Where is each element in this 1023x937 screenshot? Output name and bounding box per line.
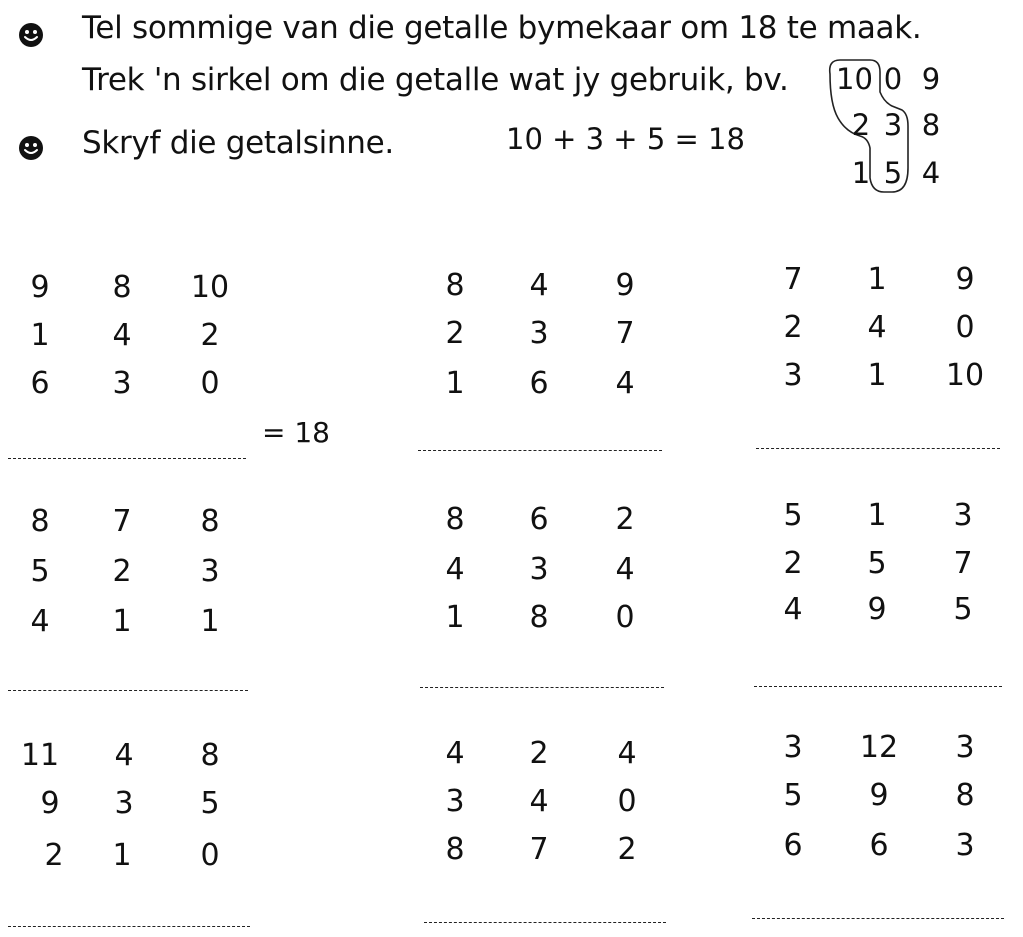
grid-number: 12 <box>859 730 899 765</box>
example-grid <box>826 52 952 198</box>
grid-number: 9 <box>867 592 887 627</box>
example-cell: 8 <box>921 108 941 142</box>
grid-number: 4 <box>114 738 134 773</box>
grid-number: 7 <box>529 832 549 867</box>
puzzle-grid <box>430 500 670 690</box>
grid-number: 4 <box>783 592 803 627</box>
grid-number: 7 <box>783 262 803 297</box>
grid-number: 4 <box>615 552 635 587</box>
grid-number: 7 <box>615 316 635 351</box>
grid-number: 2 <box>200 318 220 353</box>
grid-number: 2 <box>529 736 549 771</box>
grid-number: 8 <box>445 832 465 867</box>
grid-number: 1 <box>30 318 50 353</box>
grid-number: 2 <box>617 832 637 867</box>
example-cell: 10 <box>836 62 873 96</box>
grid-number: 8 <box>529 600 549 635</box>
grid-number: 1 <box>867 358 887 393</box>
answer-line[interactable] <box>420 687 664 688</box>
grid-number: 3 <box>783 730 803 765</box>
grid-number: 2 <box>445 316 465 351</box>
grid-number: 11 <box>20 738 60 773</box>
grid-number: 9 <box>615 268 635 303</box>
instruction-line-3: Skryf die getalsinne. <box>82 125 394 161</box>
answer-line[interactable] <box>424 922 666 923</box>
grid-number: 1 <box>112 838 132 873</box>
answer-line[interactable] <box>752 918 1004 919</box>
grid-number: 1 <box>112 604 132 639</box>
grid-number: 3 <box>200 554 220 589</box>
grid-number: 9 <box>40 786 60 821</box>
puzzle-grid <box>768 496 1008 686</box>
grid-number: 4 <box>529 268 549 303</box>
grid-number: 2 <box>112 554 132 589</box>
grid-number: 6 <box>869 828 889 863</box>
grid-number: 1 <box>867 262 887 297</box>
grid-number: 1 <box>867 498 887 533</box>
grid-number: 6 <box>30 366 50 401</box>
grid-number: 5 <box>30 554 50 589</box>
grid-number: 3 <box>953 498 973 533</box>
grid-number: 3 <box>112 366 132 401</box>
example-cell: 9 <box>921 62 941 96</box>
answer-line[interactable] <box>8 458 246 459</box>
instruction-line-1: Tel sommige van die getalle bymekaar om 18 te maak. <box>82 10 922 46</box>
grid-number: 5 <box>867 546 887 581</box>
grid-number: 8 <box>200 738 220 773</box>
example-cell: 0 <box>883 62 903 96</box>
grid-number: 9 <box>869 778 889 813</box>
answer-line[interactable] <box>418 450 662 451</box>
example-cell: 2 <box>851 108 871 142</box>
puzzle-grid <box>768 260 1008 450</box>
grid-number: 8 <box>30 504 50 539</box>
grid-number: 6 <box>529 502 549 537</box>
puzzle-grid <box>768 728 1008 918</box>
grid-number: 4 <box>617 736 637 771</box>
grid-number: 4 <box>112 318 132 353</box>
grid-number: 6 <box>529 366 549 401</box>
grid-number: 2 <box>783 310 803 345</box>
grid-number: 0 <box>200 838 220 873</box>
grid-number: 10 <box>190 270 230 305</box>
grid-number: 1 <box>445 600 465 635</box>
grid-number: 5 <box>783 498 803 533</box>
grid-number: 6 <box>783 828 803 863</box>
answer-line[interactable] <box>8 926 250 927</box>
example-cell: 5 <box>883 156 903 190</box>
grid-number: 3 <box>529 316 549 351</box>
grid-number: 4 <box>30 604 50 639</box>
grid-number: 4 <box>867 310 887 345</box>
grid-number: 0 <box>200 366 220 401</box>
grid-number: 3 <box>783 358 803 393</box>
grid-number: 4 <box>529 784 549 819</box>
puzzle-grid <box>15 268 255 458</box>
grid-number: 3 <box>529 552 549 587</box>
example-cell: 4 <box>921 156 941 190</box>
grid-number: 3 <box>114 786 134 821</box>
smiley-icon <box>18 22 44 48</box>
grid-number: 8 <box>445 502 465 537</box>
grid-number: 8 <box>112 270 132 305</box>
example-cell: 3 <box>883 108 903 142</box>
puzzle-grid <box>430 734 670 924</box>
grid-number: 10 <box>945 358 985 393</box>
grid-number: 4 <box>615 366 635 401</box>
answer-line[interactable] <box>756 448 1000 449</box>
grid-number: 0 <box>615 600 635 635</box>
grid-number: 7 <box>953 546 973 581</box>
grid-number: 3 <box>445 784 465 819</box>
answer-line[interactable] <box>8 690 248 691</box>
grid-number: 1 <box>445 366 465 401</box>
puzzle-grid <box>15 736 255 926</box>
grid-number: 5 <box>783 778 803 813</box>
grid-number: 0 <box>617 784 637 819</box>
grid-number: 1 <box>200 604 220 639</box>
smiley-icon <box>18 135 44 161</box>
grid-number: 4 <box>445 552 465 587</box>
grid-number: 5 <box>200 786 220 821</box>
grid-number: 9 <box>955 262 975 297</box>
grid-number: 3 <box>955 828 975 863</box>
grid-number: 8 <box>200 504 220 539</box>
answer-equals: = 18 <box>262 416 330 449</box>
grid-number: 4 <box>445 736 465 771</box>
grid-number: 9 <box>30 270 50 305</box>
grid-number: 3 <box>955 730 975 765</box>
instruction-line-2: Trek 'n sirkel om die getalle wat jy gebruik, bv. <box>82 62 789 98</box>
grid-number: 0 <box>955 310 975 345</box>
example-number-sentence: 10 + 3 + 5 = 18 <box>506 122 745 156</box>
grid-number: 5 <box>953 592 973 627</box>
grid-number: 7 <box>112 504 132 539</box>
grid-number: 2 <box>615 502 635 537</box>
grid-number: 8 <box>955 778 975 813</box>
grid-number: 2 <box>783 546 803 581</box>
example-cell: 1 <box>851 156 871 190</box>
grid-number: 8 <box>445 268 465 303</box>
puzzle-grid <box>430 266 670 456</box>
grid-number: 2 <box>44 838 64 873</box>
answer-line[interactable] <box>754 686 1002 687</box>
puzzle-grid <box>15 502 255 692</box>
